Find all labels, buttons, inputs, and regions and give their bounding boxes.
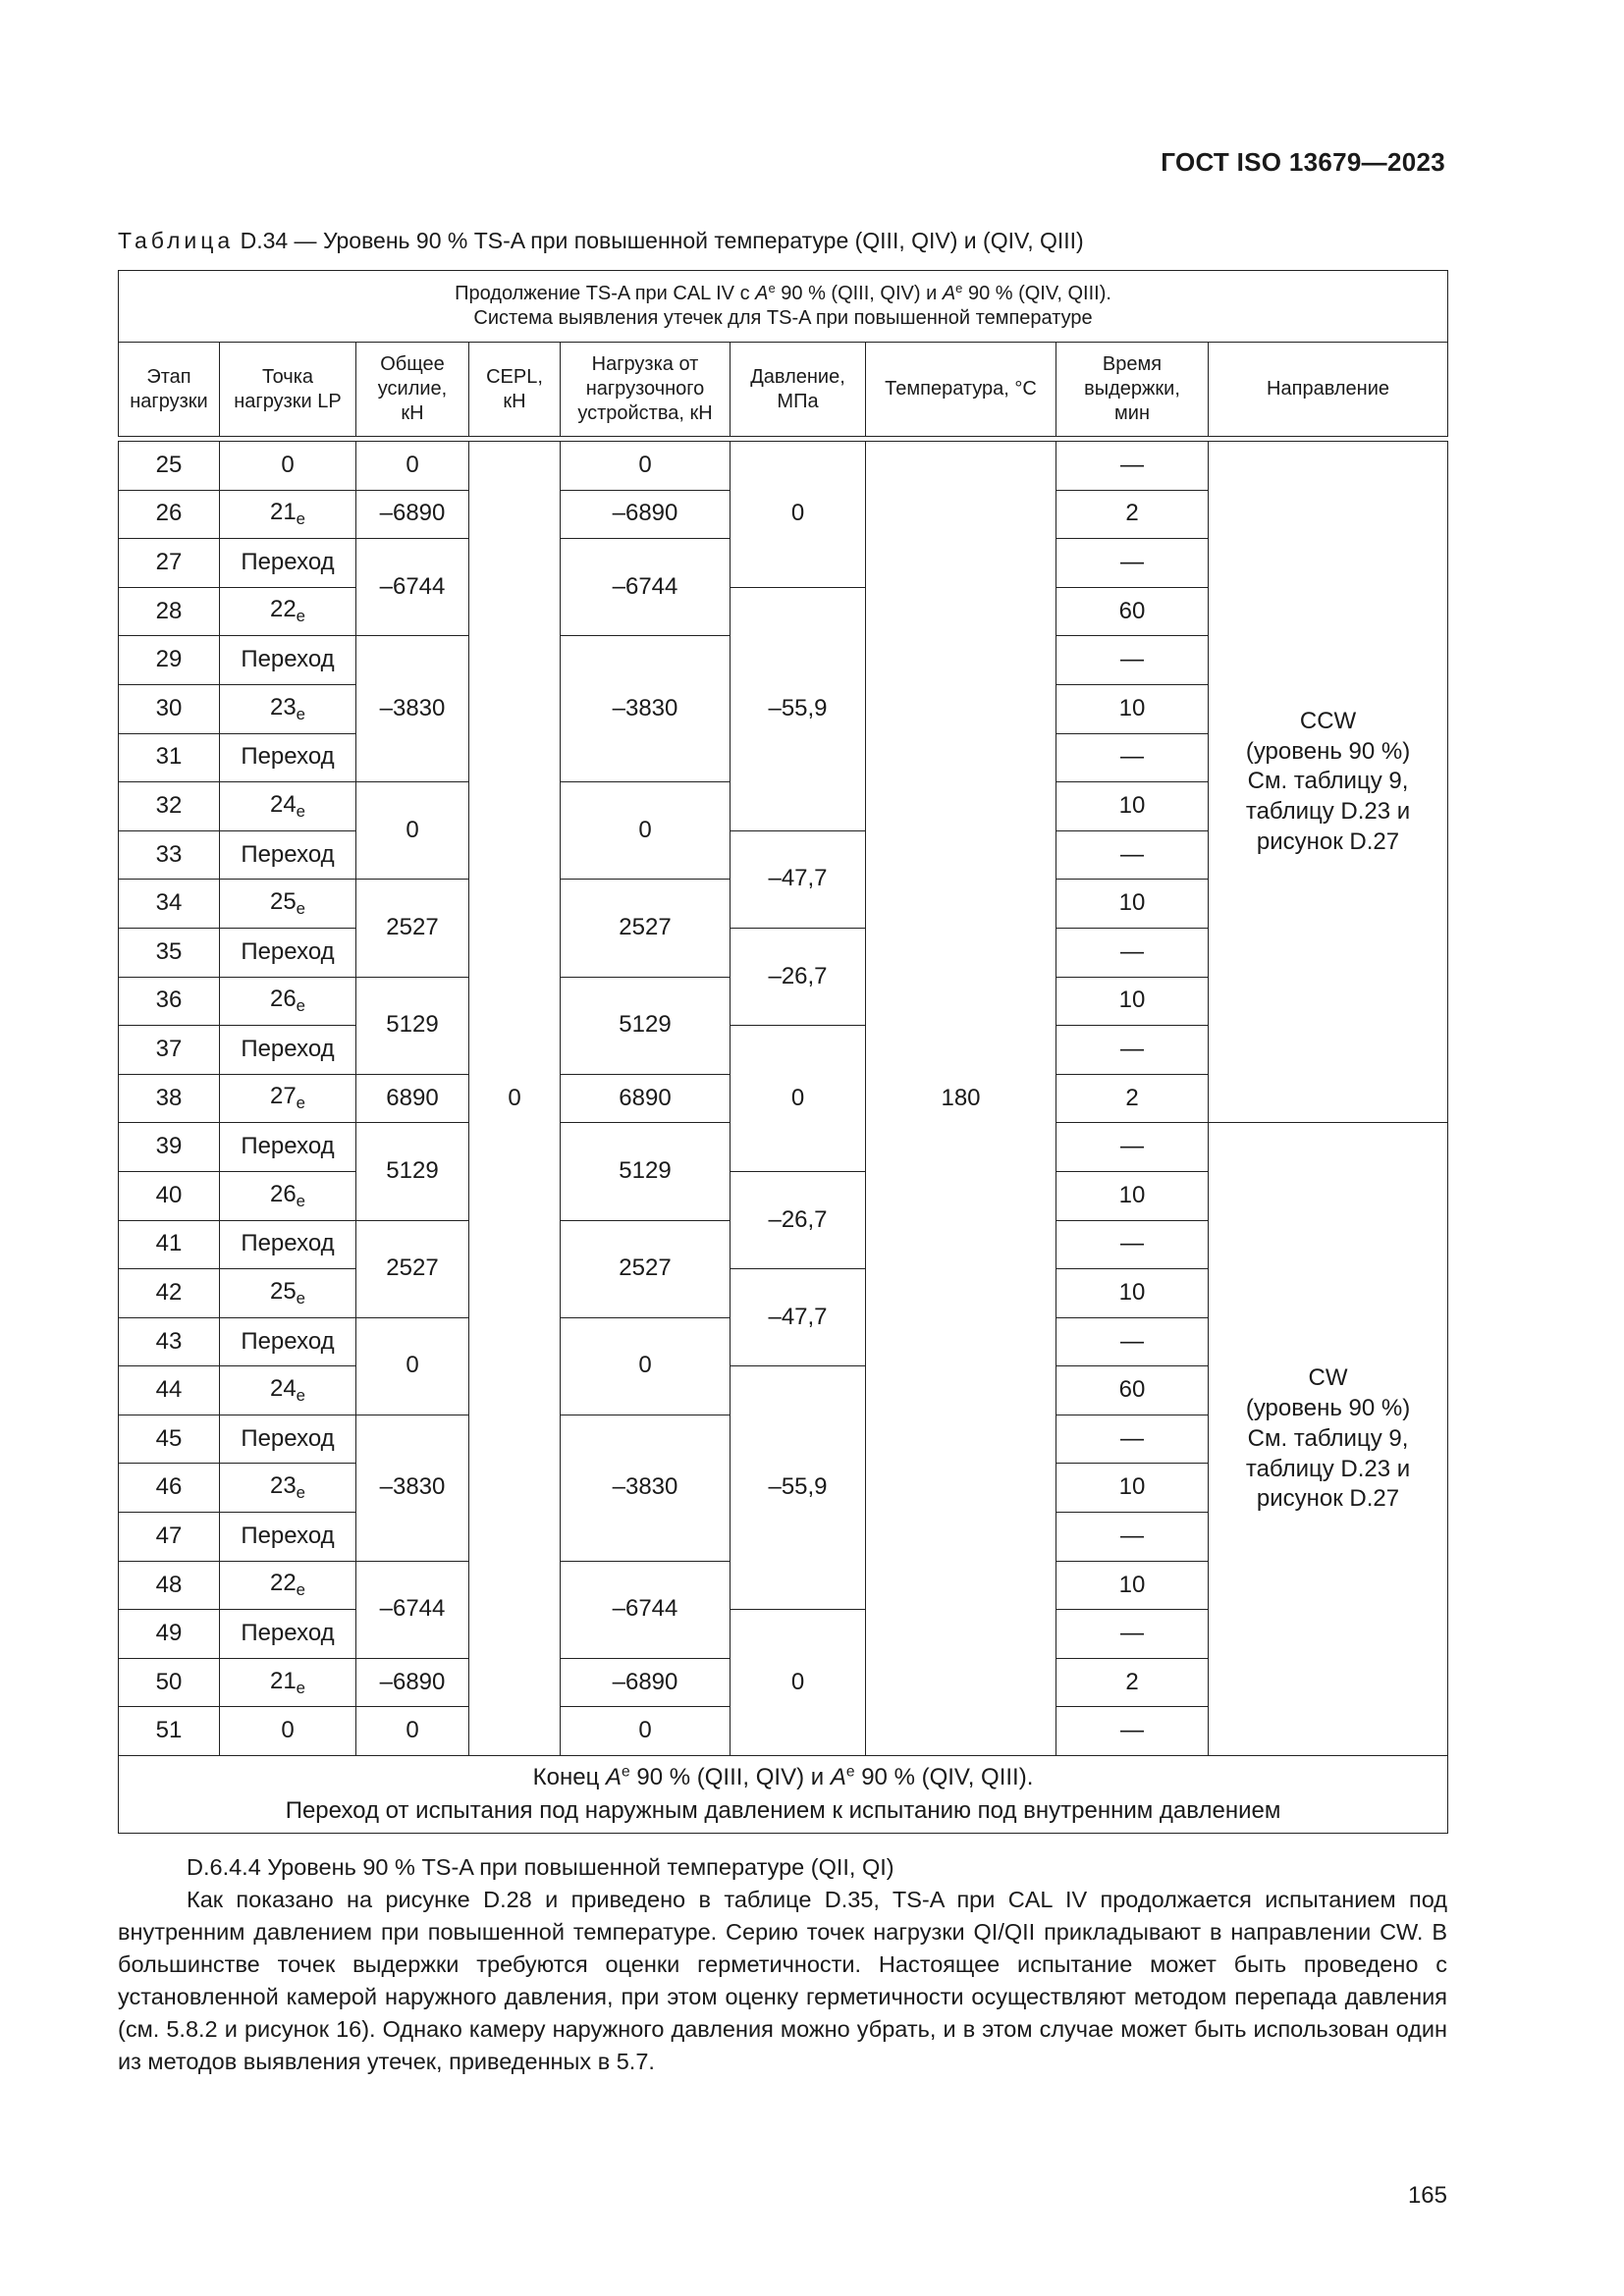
load-point-value: 23 <box>269 693 297 721</box>
device-load-cell: –6744 <box>561 539 731 636</box>
load-point-value: 26 <box>269 986 297 1013</box>
pressure-cell: 0 <box>731 442 866 588</box>
total-force-cell: 0 <box>356 1317 469 1415</box>
total-force-cell: –6744 <box>356 539 469 636</box>
load-point-value: Переход <box>241 1036 335 1063</box>
banner-subtitle: Система выявления утечек для TS-A при повышенной температуре <box>473 307 1093 329</box>
stage-cell: 28 <box>119 587 220 636</box>
table-title-text: D.34 — Уровень 90 % TS-A при повышенной температуре (QIII, QIV) и (QIV, QIII) <box>234 228 1084 253</box>
load-point-cell <box>220 490 356 539</box>
total-force-cell: 0 <box>356 1707 469 1756</box>
banner-symbol-a: A <box>755 283 769 304</box>
stage-cell: 47 <box>119 1513 220 1562</box>
load-point-cell <box>220 1415 356 1464</box>
section-d644 <box>118 1851 1447 2078</box>
banner-symbol-a: A <box>942 283 956 304</box>
footer-superscript-e: e <box>622 1763 630 1781</box>
table-row <box>119 442 1448 491</box>
col-header-total-force: Общее усилие, кН <box>356 343 469 437</box>
device-load-cell: 2527 <box>561 1220 731 1317</box>
pressure-cell: –47,7 <box>731 1269 866 1366</box>
col-header-cepl: CEPL, кН <box>469 343 561 437</box>
device-load-cell: 0 <box>561 1317 731 1415</box>
load-point-cell <box>220 1026 356 1075</box>
pressure-cell: –26,7 <box>731 1171 866 1268</box>
load-point-subscript: e <box>296 509 306 529</box>
load-point-cell <box>220 1123 356 1172</box>
load-point-cell <box>220 928 356 977</box>
load-point-value: Переход <box>241 743 335 771</box>
device-load-cell: 6890 <box>561 1074 731 1123</box>
total-force-cell: 0 <box>356 782 469 880</box>
device-load-cell: –3830 <box>561 1415 731 1561</box>
load-point-cell <box>220 1707 356 1756</box>
load-point-value: 24 <box>269 790 297 818</box>
load-point-value: Переход <box>241 1230 335 1257</box>
load-point-value: Переход <box>241 840 335 868</box>
footer-superscript-e: e <box>845 1763 855 1781</box>
col-header-temperature: Температура, °C <box>866 343 1056 437</box>
load-point-value: 22 <box>269 596 297 623</box>
load-point-cell <box>220 1366 356 1415</box>
hold-time-cell: — <box>1056 636 1209 685</box>
load-point-subscript: e <box>296 1191 306 1210</box>
load-point-subscript: e <box>296 1094 306 1113</box>
hold-time-cell: — <box>1056 1026 1209 1075</box>
load-point-value: 0 <box>281 451 295 478</box>
section-heading: D.6.4.4 Уровень 90 % TS-A при повышенной температуре (QII, QI) <box>187 1854 894 1880</box>
device-load-cell: 5129 <box>561 977 731 1074</box>
banner-superscript-e: e <box>955 280 963 295</box>
total-force-cell: 2527 <box>356 880 469 977</box>
stage-cell: 39 <box>119 1123 220 1172</box>
col-header-pressure: Давление, МПа <box>731 343 866 437</box>
stage-cell: 49 <box>119 1610 220 1659</box>
total-force-cell: –3830 <box>356 1415 469 1561</box>
direction-line: CW <box>1308 1364 1348 1392</box>
pressure-cell: –47,7 <box>731 830 866 928</box>
banner-text: 90 % (QIII, QIV) и <box>775 283 943 304</box>
hold-time-cell: — <box>1056 1707 1209 1756</box>
direction-line: таблицу D.23 и <box>1245 798 1411 826</box>
load-point-subscript: e <box>296 1386 306 1406</box>
stage-cell: 50 <box>119 1658 220 1707</box>
direction-line: (уровень 90 %) <box>1245 1395 1411 1422</box>
load-point-subscript: e <box>296 1483 306 1503</box>
device-load-cell: –6890 <box>561 1658 731 1707</box>
direction-line: рисунок D.27 <box>1256 1485 1400 1513</box>
footer-text: Переход от испытания под наружным давлением к испытанию под внутренним давлением <box>285 1797 1281 1825</box>
direction-ccw-cell <box>1209 442 1448 1123</box>
load-point-cell <box>220 1171 356 1220</box>
hold-time-cell: — <box>1056 1513 1209 1562</box>
stage-cell: 44 <box>119 1366 220 1415</box>
stage-cell: 32 <box>119 782 220 831</box>
direction-line: CCW <box>1299 707 1357 734</box>
load-point-value: 25 <box>269 1277 297 1305</box>
load-point-value: Переход <box>241 1133 335 1160</box>
hold-time-cell: 60 <box>1056 1366 1209 1415</box>
hold-time-cell: — <box>1056 1415 1209 1464</box>
hold-time-cell: 10 <box>1056 880 1209 929</box>
hold-time-cell: — <box>1056 539 1209 588</box>
load-point-value: 25 <box>269 888 297 916</box>
device-load-cell: 0 <box>561 1707 731 1756</box>
hold-time-cell: 10 <box>1056 782 1209 831</box>
device-load-cell: 0 <box>561 782 731 880</box>
load-point-cell <box>220 830 356 880</box>
load-point-value: 22 <box>269 1570 297 1597</box>
hold-time-cell: — <box>1056 1610 1209 1659</box>
load-point-subscript: e <box>296 801 306 821</box>
footer-text: 90 % (QIV, QIII). <box>854 1764 1034 1791</box>
hold-time-cell: 60 <box>1056 587 1209 636</box>
load-point-cell <box>220 539 356 588</box>
stage-cell: 51 <box>119 1707 220 1756</box>
hold-time-cell: 2 <box>1056 490 1209 539</box>
hold-time-cell: — <box>1056 1123 1209 1172</box>
stage-cell: 33 <box>119 830 220 880</box>
direction-cw-cell <box>1209 1123 1448 1756</box>
table-body <box>119 442 1448 1756</box>
load-point-cell <box>220 587 356 636</box>
load-point-value: Переход <box>241 1522 335 1549</box>
footer-symbol-a: A <box>830 1764 846 1791</box>
stage-cell: 31 <box>119 733 220 782</box>
load-stage-table <box>118 270 1448 1834</box>
stage-cell: 36 <box>119 977 220 1026</box>
stage-cell: 43 <box>119 1317 220 1366</box>
load-point-value: Переход <box>241 937 335 965</box>
hold-time-cell: — <box>1056 442 1209 491</box>
total-force-cell: 6890 <box>356 1074 469 1123</box>
pressure-cell: –55,9 <box>731 1366 866 1610</box>
device-load-cell: –6744 <box>561 1561 731 1658</box>
load-point-cell <box>220 1220 356 1269</box>
footer-text: 90 % (QIII, QIV) и <box>629 1764 831 1791</box>
stage-cell: 46 <box>119 1464 220 1513</box>
table-title <box>118 228 1084 254</box>
load-point-value: Переход <box>241 1620 335 1647</box>
load-point-subscript: e <box>296 704 306 723</box>
footer-symbol-a: A <box>606 1764 623 1791</box>
document-standard-header: ГОСТ ISO 13679—2023 <box>1161 147 1445 177</box>
total-force-cell: –3830 <box>356 636 469 782</box>
load-point-cell <box>220 442 356 491</box>
direction-line: рисунок D.27 <box>1256 828 1400 855</box>
load-point-subscript: e <box>296 1678 306 1697</box>
hold-time-cell: — <box>1056 1220 1209 1269</box>
hold-time-cell: 2 <box>1056 1074 1209 1123</box>
hold-time-cell: 10 <box>1056 684 1209 733</box>
total-force-cell: 0 <box>356 442 469 491</box>
load-point-cell <box>220 636 356 685</box>
load-point-cell <box>220 684 356 733</box>
stage-cell: 27 <box>119 539 220 588</box>
hold-time-cell: 10 <box>1056 1171 1209 1220</box>
stage-cell: 34 <box>119 880 220 929</box>
section-body: Как показано на рисунке D.28 и приведено в таблице D.35, TS-A при CAL IV продолжается испытанием под внутренним давлением при повышенной температуре. Серию точек нагрузки QI/QII прикладывают в направлении CW. В большинстве точек выдержки требуются оценки герметичности. Настоящее испытание может быть проведено с установленной камерой наружного давления, при этом оценку герметичности осуществляют методом перепада давления (см. 5.8.2 и рисунок 16). Однако камеру наружного давления можно убрать, и в этом случае может быть использован один из методов выявления утечек, приведенных в 5.7. <box>118 1887 1447 2074</box>
page-number: 165 <box>1407 2182 1447 2209</box>
col-header-direction: Направление <box>1209 343 1448 437</box>
stage-cell: 38 <box>119 1074 220 1123</box>
load-point-subscript: e <box>296 1580 306 1600</box>
direction-line: таблицу D.23 и <box>1245 1455 1411 1482</box>
load-point-subscript: e <box>296 607 306 626</box>
total-force-cell: –6890 <box>356 1658 469 1707</box>
load-point-value: 24 <box>269 1374 297 1402</box>
hold-time-cell: 10 <box>1056 1561 1209 1610</box>
table-footer-note <box>119 1756 1448 1834</box>
load-point-cell <box>220 733 356 782</box>
load-point-cell <box>220 880 356 929</box>
cepl-cell: 0 <box>469 442 561 1756</box>
hold-time-cell: 2 <box>1056 1658 1209 1707</box>
load-point-value: 21 <box>269 1667 297 1694</box>
stage-cell: 41 <box>119 1220 220 1269</box>
banner-superscript-e: e <box>768 280 776 295</box>
hold-time-cell: — <box>1056 928 1209 977</box>
stage-cell: 26 <box>119 490 220 539</box>
load-point-cell <box>220 1658 356 1707</box>
stage-cell: 30 <box>119 684 220 733</box>
pressure-cell: 0 <box>731 1026 866 1172</box>
direction-line: См. таблицу 9, <box>1247 1424 1409 1452</box>
pressure-cell: 0 <box>731 1610 866 1756</box>
stage-cell: 40 <box>119 1171 220 1220</box>
stage-cell: 35 <box>119 928 220 977</box>
hold-time-cell: — <box>1056 830 1209 880</box>
stage-cell: 37 <box>119 1026 220 1075</box>
load-point-value: 27 <box>269 1083 297 1110</box>
banner-text: Продолжение TS-A при CAL IV с <box>455 283 756 304</box>
load-point-value: Переход <box>241 549 335 576</box>
load-point-subscript: e <box>296 1288 306 1308</box>
footer-text: Конец <box>532 1764 606 1791</box>
hold-time-cell: — <box>1056 1317 1209 1366</box>
col-header-stage: Этап нагрузки <box>119 343 220 437</box>
load-point-cell <box>220 1513 356 1562</box>
load-point-value: 0 <box>281 1717 295 1744</box>
col-header-device-load: Нагрузка от нагрузочного устройства, кН <box>561 343 731 437</box>
stage-cell: 42 <box>119 1269 220 1318</box>
load-point-value: Переход <box>241 1424 335 1452</box>
hold-time-cell: — <box>1056 733 1209 782</box>
table-banner <box>119 271 1448 343</box>
load-point-value: 23 <box>269 1472 297 1500</box>
load-point-value: 26 <box>269 1180 297 1207</box>
load-point-cell <box>220 1561 356 1610</box>
hold-time-cell: 10 <box>1056 977 1209 1026</box>
load-point-cell <box>220 1269 356 1318</box>
direction-line: (уровень 90 %) <box>1245 737 1411 765</box>
load-point-cell <box>220 1610 356 1659</box>
col-header-load-point: Точка нагрузки LP <box>220 343 356 437</box>
total-force-cell: 2527 <box>356 1220 469 1317</box>
load-point-cell <box>220 1464 356 1513</box>
table-title-prefix: Таблица <box>118 228 235 253</box>
direction-line: См. таблицу 9, <box>1247 768 1409 795</box>
load-point-value: Переход <box>241 646 335 673</box>
device-load-cell: –6890 <box>561 490 731 539</box>
device-load-cell: 5129 <box>561 1123 731 1220</box>
pressure-cell: –26,7 <box>731 928 866 1025</box>
pressure-cell: –55,9 <box>731 587 866 830</box>
col-header-hold-time: Время выдержки, мин <box>1056 343 1209 437</box>
total-force-cell: –6890 <box>356 490 469 539</box>
load-point-cell <box>220 782 356 831</box>
device-load-cell: 0 <box>561 442 731 491</box>
hold-time-cell: 10 <box>1056 1464 1209 1513</box>
banner-text: 90 % (QIV, QIII). <box>962 283 1111 304</box>
load-point-cell <box>220 977 356 1026</box>
device-load-cell: –3830 <box>561 636 731 782</box>
load-point-subscript: e <box>296 996 306 1016</box>
stage-cell: 25 <box>119 442 220 491</box>
device-load-cell: 2527 <box>561 880 731 977</box>
stage-cell: 48 <box>119 1561 220 1610</box>
total-force-cell: 5129 <box>356 977 469 1074</box>
hold-time-cell: 10 <box>1056 1269 1209 1318</box>
load-point-value: Переход <box>241 1327 335 1355</box>
load-point-subscript: e <box>296 899 306 919</box>
stage-cell: 45 <box>119 1415 220 1464</box>
stage-cell: 29 <box>119 636 220 685</box>
total-force-cell: 5129 <box>356 1123 469 1220</box>
load-point-cell <box>220 1317 356 1366</box>
load-point-cell <box>220 1074 356 1123</box>
load-point-value: 21 <box>269 499 297 526</box>
total-force-cell: –6744 <box>356 1561 469 1658</box>
temperature-cell: 180 <box>866 442 1056 1756</box>
